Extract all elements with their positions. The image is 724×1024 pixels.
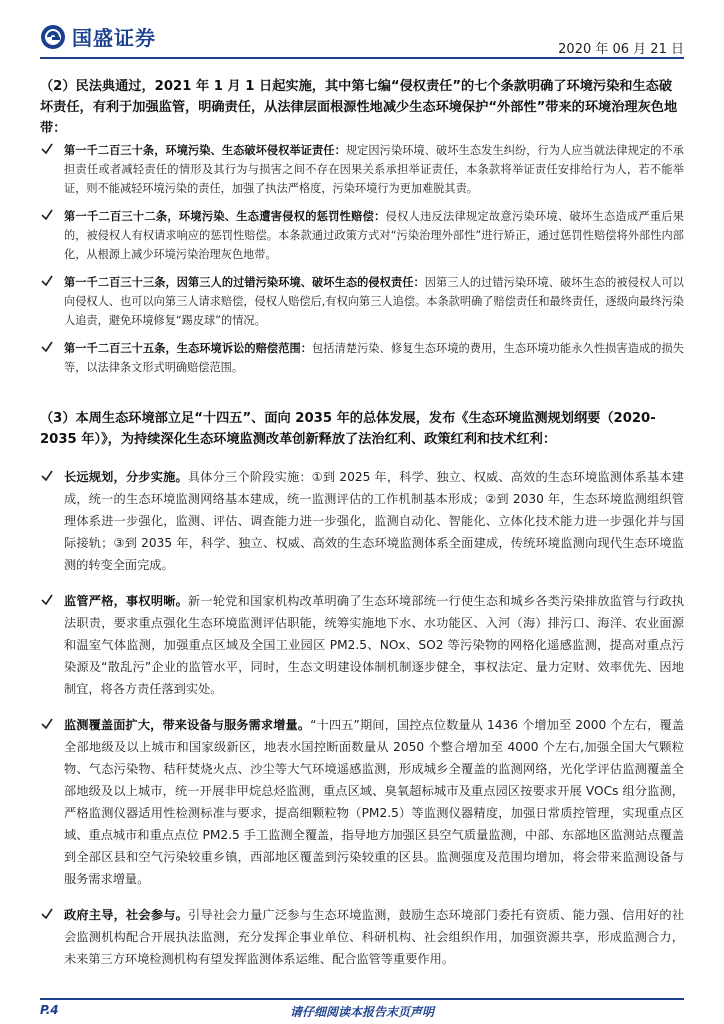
list-item [40,141,684,198]
section-3-heading: （3）本周生态环境部立足“十四五”、面向 2035 年的总体发展，发布《生态环境监测规划纲要（2020-2035 年）》，为持续深化生态环境监测改革创新释放了法治红利、政策红利和技术红利： [40,411,656,447]
item-body: 包括清楚污染、修复生态环境的费用，生态环境功能永久性损害造成的损失等，以法律条文形式明确赔偿范围。 [64,342,684,374]
section-3 [40,408,684,970]
brand-name: 国盛证券 [72,26,156,50]
list-item [40,714,684,890]
list-item [40,207,684,264]
page-number: P.4 [40,1003,59,1017]
footer-disclaimer: 请仔细阅读本报告末页声明 [289,1005,434,1019]
checkmark-icon [40,717,54,731]
footer-divider [40,998,684,1000]
checkmark-icon [40,208,54,222]
item-lead: 第一千二百三十五条，生态环境诉讼的赔偿范围： [64,342,313,355]
brand-logo-icon [40,24,66,50]
item-lead: 第一千二百三十三条，因第三人的过错污染环境、破坏生态的侵权责任： [64,276,425,289]
item-body: 因第三人的过错污染环境、破坏生态的被侵权人可以向侵权人、也可以向第三人请求赔偿，侵权人赔偿后,有权向第三人追偿。本条款明确了赔偿责任和最终责任，逐级向最终污染人追责，避免环境修复“踢皮球”的情况。 [64,276,684,327]
checkmark-icon [40,593,54,607]
item-body: 引导社会力量广泛参与生态环境监测，鼓励生态环境部门委托有资质、能力强、信用好的社会监测机构配合开展执法监测，充分发挥企事业单位、科研机构、社会组织作用，加强资源共享，形成监测合力，未来第三方环境检测机构有望发挥监测体系运维、配合监管等重要作用。 [64,908,685,966]
item-lead: 政府主导，社会参与。 [64,908,189,922]
checkmark-icon [40,340,54,354]
brand-logo [40,22,156,51]
item-lead: 第一千二百三十条，环境污染、生态破坏侵权举证责任： [64,144,346,157]
checkmark-icon [40,469,54,483]
page-header [0,0,724,60]
list-item [40,466,684,576]
item-lead: 监管严格，事权明晰。 [64,594,189,608]
header-divider [40,57,684,59]
item-body: 具体分三个阶段实施：①到 2025 年，科学、独立、权威、高效的生态环境监测体系基本建成，统一的生态环境监测网络基本建成，统一监测评估的工作机制基本形成；②到 2030 年，生态环境监测组织管理体系进一步强化，监测、评估、调查能力进一步强化，监测自动化、智能化、立体化技术能力进一步强化并与国际接轨；③到 2035 年，科学、独立、权威、高效的生态环境监测体系全面建成，传统环境监测向现代生态环境监测的转变全面完成。 [64,470,684,572]
item-body: 规定因污染环境、破坏生态发生纠纷，行为人应当就法律规定的不承担责任或者减轻责任的情形及其行为与损害之间不存在因果关系承担举证责任，本条款将举证责任安排给行为人，若不能举证，则不能减轻环境污染的责任，加强了执法严格度，污染环境行为更加难脱其责。 [64,144,684,195]
checkmark-icon [40,142,54,156]
item-lead: 监测覆盖面扩大，带来设备与服务需求增量。 [64,718,311,732]
list-item [40,339,684,377]
checkmark-icon [40,274,54,288]
section-2 [40,76,684,377]
item-body: 新一轮党和国家机构改革明确了生态环境部统一行使生态和城乡各类污染排放监管与行政执法职责，要求重点强化生态环境监测评估职能，统筹实施地下水、水功能区、入河（海）排污口、海洋、农业面源和温室气体监测，加强重点区域及全国工业园区 PM2.5、NOx、SO2 等污染物的网格化遥感监测，提高对重点污染源及“散乱污”企业的监管水平，同时，生态文明建设体制机制逐步健全，事权法定、量力定财、效率优先、因地制宜，将各方责任落到实处。 [64,594,685,696]
list-item [40,590,684,700]
section-2-heading: （2）民法典通过，2021 年 1 月 1 日起实施，其中第七编“侵权责任”的七个条款明确了环境污染和生态破坏责任，有利于加强监管，明确责任，从法律层面根源性地减少生态环境保护“外部性”带来的环境治理灰色地带： [40,79,678,136]
list-item [40,904,684,970]
list-item [40,273,684,330]
report-date: 2020 年 06 月 21 日 [558,42,684,57]
item-body: “十四五”期间，国控点位数量从 1436 个增加至 2000 个左右，覆盖全部地级及以上城市和国家级新区，地表水国控断面数量从 2050 个整合增加至 4000 个左右,加强全国大气颗粒物、气态污染物、秸秆焚烧火点、沙尘等大气环境遥感监测，形成城乡全覆盖的监测网络，光化学评估监测覆盖全部地级及以上城市，统一开展非甲烷总烃监测，重点区域、臭氧超标城市及重点园区按要求开展 VOCs 组分监测，严格监测仪器适用性检测标准与要求，提高细颗粒物（PM2.5）等监测仪器精度，加强日常质控管理，实现重点区域、重点城市和重点点位 PM2.5 手工监测全覆盖，指导地方加强区县空气质量监测，中部、东部地区监测站点覆盖到全部区县和空气污染较重乡镇，西部地区覆盖到污染较重的区县。监测强度及范围均增加，将会带来监测设备与服务需求增量。 [64,718,685,886]
item-lead: 第一千二百三十二条，环境污染、生态遭害侵权的惩罚性赔偿： [64,210,386,223]
item-lead: 长远规划，分步实施。 [64,470,188,484]
checkmark-icon [40,907,54,921]
item-body: 侵权人违反法律规定故意污染环境、破坏生态造成严重后果的，被侵权人有权请求响应的惩罚性赔偿。本条款通过政策方式对“污染治理外部性”进行矫正，通过惩罚性赔偿将外部性内部化，从根源上减少环境污染治理灰色地带。 [64,210,684,261]
